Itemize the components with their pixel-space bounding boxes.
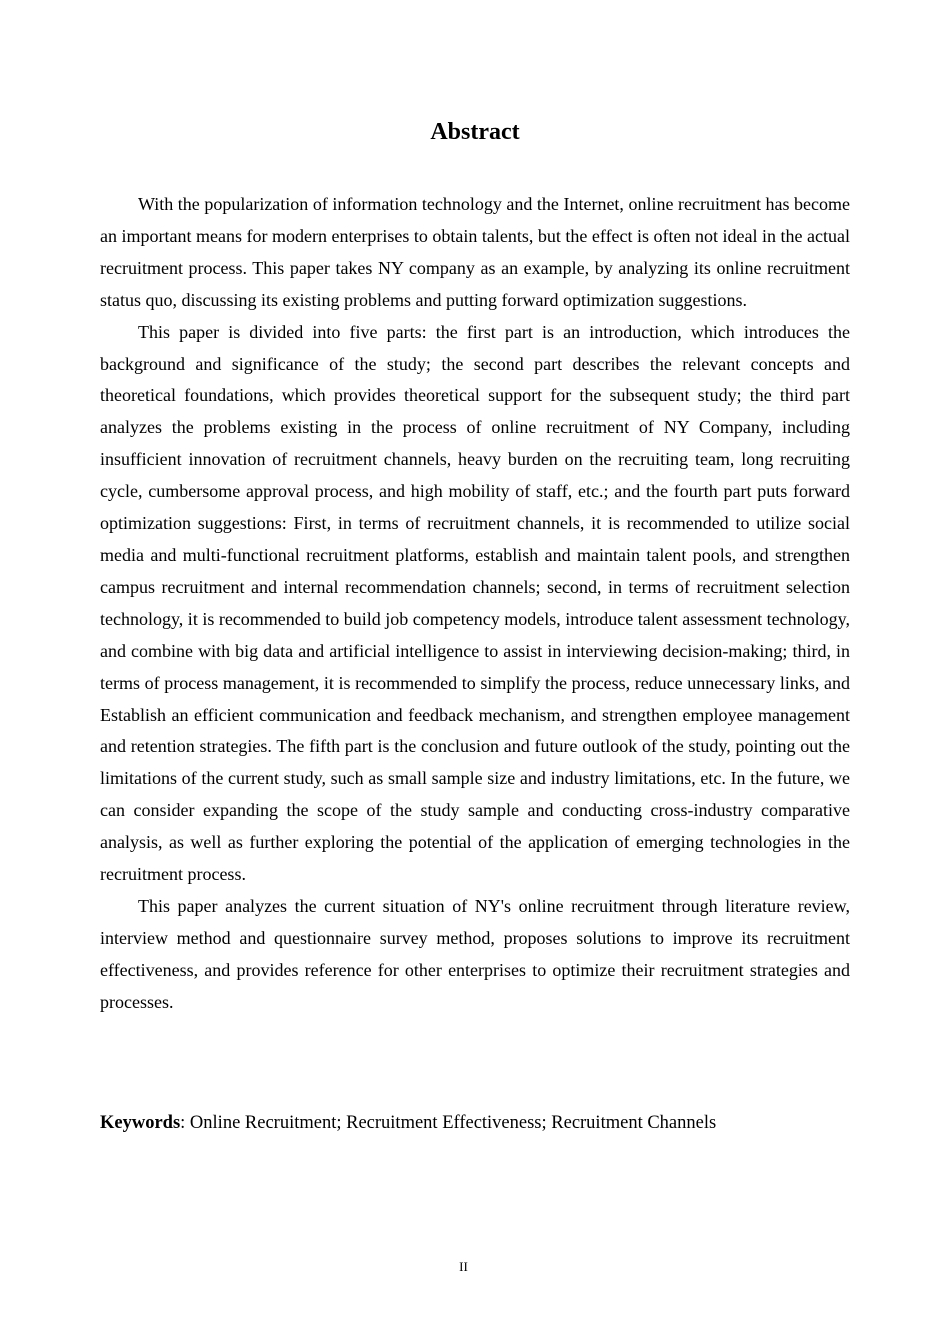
abstract-body: [100, 189, 850, 1019]
abstract-paragraph-1: With the popularization of information technology and the Internet, online recruitment has become an important means for modern enterprises to obtain talents, but the effect is often not ideal in the actual recruitment process. This paper takes NY company as an example, by analyzing its online recruitment status quo, discussing its existing problems and putting forward optimization suggestions.: [100, 194, 850, 310]
abstract-paragraph-3: This paper analyzes the current situation of NY's online recruitment through literature review, interview method and questionnaire survey method, proposes solutions to improve its recruitment effectiveness, and provides reference for other enterprises to optimize their recruitment strategies and processes.: [100, 895, 850, 1012]
page-title: Abstract: [430, 119, 520, 145]
abstract-paragraph-2: This paper is divided into five parts: the first part is an introduction, which introduces the background and significance of the study; the second part describes the relevant concepts and theoretical foundations, which provides theoretical support for the subsequent study; the third part analyzes the problems existing in the process of online recruitment of NY Company, including insufficient innovation of recruitment channels, heavy burden on the recruiting team, long recruiting cycle, cumbersome approval process, and high mobility of staff, etc.; and the fourth part puts forward optimization suggestions: First, in terms of recruitment channels, it is recommended to utilize social media and multi-functional recruitment platforms, establish and maintain talent pools, and strengthen campus recruitment and internal recommendation channels; second, in terms of recruitment selection technology, it is recommended to build job competency models, introduce talent assessment technology, and combine with big data and artificial intelligence to assist in interviewing decision-making; third, in terms of process management, it is recommended to simplify the process, reduce unnecessary links, and Establish an efficient communication and feedback mechanism, and strengthen employee management and retention strategies. The fifth part is the conclusion and future outlook of the study, pointing out the limitations of the current study, such as small sample size and industry limitations, etc. In the future, we can consider expanding the scope of the study sample and conducting cross-industry comparative analysis, as well as further exploring the potential of the application of emerging technologies in the recruitment process.: [100, 321, 850, 885]
keywords-line: [100, 1107, 850, 1139]
keywords-text: : Online Recruitment; Recruitment Effectiveness; Recruitment Channels: [180, 1113, 717, 1133]
keywords-label: Keywords: [100, 1113, 181, 1133]
page-number: II: [459, 1259, 468, 1274]
